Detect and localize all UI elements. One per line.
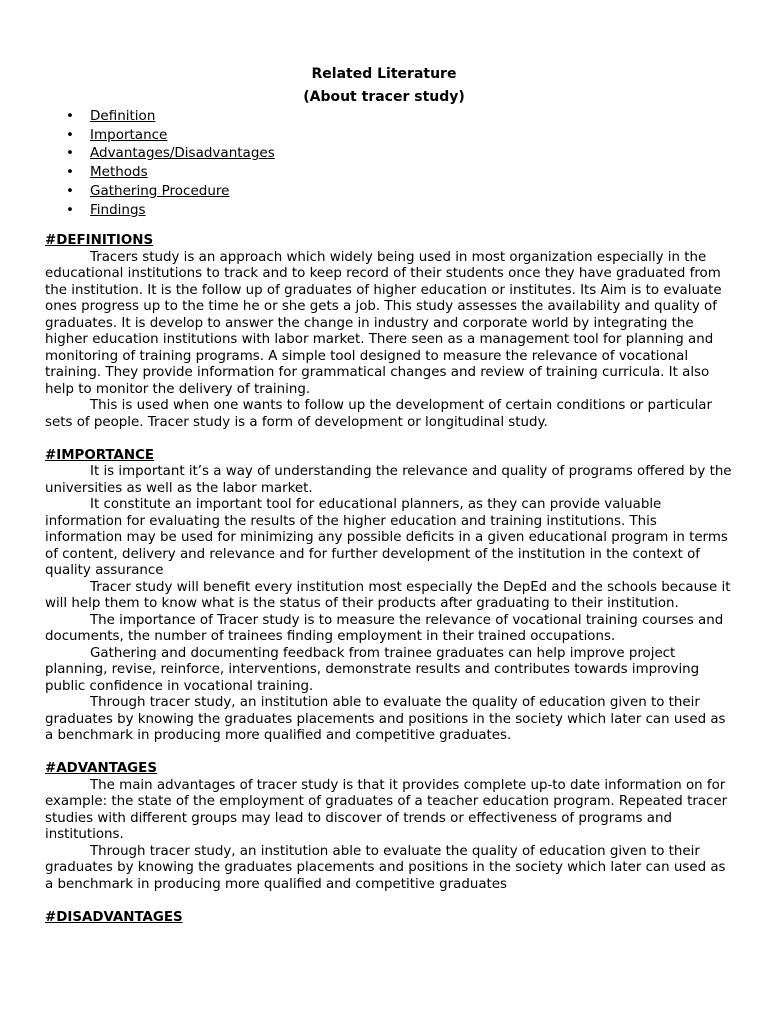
section-heading: #IMPORTANCE (45, 447, 155, 463)
section-spacer (45, 893, 735, 910)
toc-item-label[interactable]: Importance (90, 126, 168, 143)
section-heading: #DEFINITIONS (45, 233, 154, 248)
toc-item-label[interactable]: Methods (90, 164, 148, 181)
section-heading: #DISADVANTAGES (45, 909, 183, 925)
bullet-icon: • (66, 145, 74, 162)
bullet-icon: • (66, 182, 74, 199)
toc-item[interactable] (66, 107, 275, 126)
paragraph: Through tracer study, an institution able to evaluate the quality of education given to their graduates by knowing the graduates placements and positions in the society which later can used as a benchmark in producing more qualified and competitive graduates. (45, 695, 726, 743)
document-title: Related Literature (311, 66, 457, 82)
paragraph: Tracers study is an approach which widely being used in most organization especially in the educational institutions to track and to keep record of their students once they have graduated from the institution. It is the follow up of graduates of higher education or institutes. Its Aim is to evaluate ones progress up to the time he or she gets a job. This study assesses the availability and quality of graduates. It is develop to answer the change in industry and corporate world by integrating the higher education institutions with labor market. There seen as a management tool for planning and monitoring of training programs. A simple tool designed to measure the relevance of vocational training. They provide information for grammatical changes and review of training curricula. It also help to monitor the delivery of training. (45, 249, 722, 397)
toc-item[interactable] (66, 201, 275, 220)
document-body (45, 233, 735, 926)
bullet-icon: • (66, 126, 74, 143)
section-advantages (45, 761, 735, 893)
toc-list (66, 107, 275, 219)
paragraph: It is important it’s a way of understanding the relevance and quality of programs offered by the universities as well as the labor market. (45, 464, 732, 496)
bullet-icon: • (66, 164, 74, 181)
paragraph: The main advantages of tracer study is that it provides complete up-to date information on for example: the state of the employment of graduates of a teacher education program. Repeated tracer studies with different groups may lead to discover of trends or effectiveness of programs and institutions. (45, 777, 728, 842)
toc-item-label[interactable]: Definition (90, 108, 156, 124)
section-heading: #ADVANTAGES (45, 761, 157, 776)
paragraph: It constitute an important tool for educational planners, as they can provide valuable information for evaluating the results of the higher education and training institutions. This information may be used for minimizing any possible deficits in a given educational program in terms of content, delivery and relevance and for further development of the institution in the context of quality assurance (45, 497, 728, 578)
paragraph: Gathering and documenting feedback from trainee graduates can help improve project planning, revise, reinforce, interventions, demonstrate results and contributes towards improving public confidence in vocational training. (45, 645, 700, 694)
toc-item[interactable] (66, 163, 275, 182)
paragraph: Through tracer study, an institution able to evaluate the quality of education given to their graduates by knowing the graduates placements and positions in the society which later can used as a benchmark in producing more qualified and competitive graduates (45, 843, 726, 892)
toc-item[interactable] (66, 182, 275, 201)
bullet-icon: • (66, 201, 74, 218)
paragraph: This is used when one wants to follow up the development of certain conditions or particular sets of people. Tracer study is a form of development or longitudinal study. (45, 398, 713, 430)
toc-item-label[interactable]: Advantages/Disadvantages (90, 145, 275, 162)
section-disadvantages (45, 910, 735, 927)
document-subtitle: (About tracer study) (303, 89, 465, 105)
toc-item-label[interactable]: Gathering Procedure (90, 182, 230, 199)
paragraph: Tracer study will benefit every institution most especially the DepEd and the schools because it will help them to know what is the status of their products after graduating to their institution. (45, 579, 731, 611)
toc-item[interactable] (66, 144, 275, 163)
toc-item-label[interactable]: Findings (90, 201, 146, 218)
section-spacer (45, 745, 735, 762)
section-spacer (45, 431, 735, 448)
paragraph: The importance of Tracer study is to measure the relevance of vocational training courses and documents, the number of trainees finding employment in their trained occupations. (45, 612, 724, 644)
section-importance (45, 448, 735, 745)
bullet-icon: • (66, 108, 74, 124)
section-definitions (45, 233, 735, 431)
toc-item[interactable] (66, 126, 275, 145)
